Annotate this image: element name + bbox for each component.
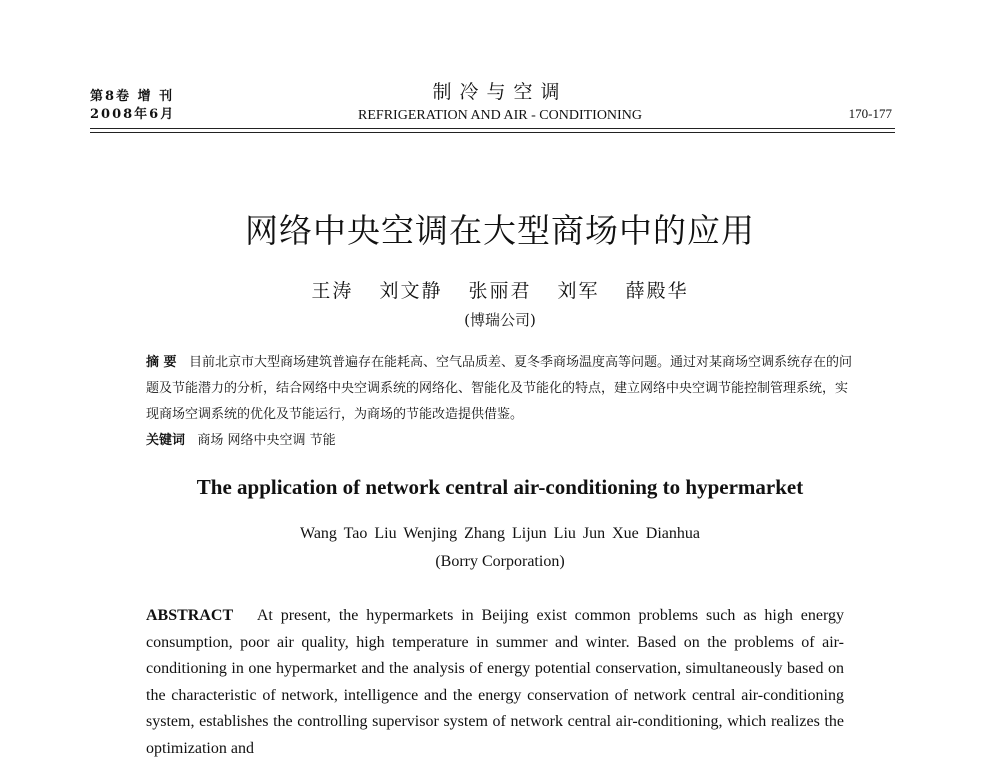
header-rule-top (90, 128, 895, 129)
running-header-center (300, 80, 700, 126)
keywords-cn-label: 关键词 (146, 433, 186, 448)
affiliation-cn: (博瑞公司) (464, 311, 536, 329)
abstract-cn (146, 350, 854, 428)
keywords-cn (146, 428, 854, 454)
header-rule-bottom (90, 132, 895, 133)
abstract-en-label: ABSTRACT (146, 607, 234, 624)
abstract-cn-block (146, 350, 854, 454)
keywords-cn-text: 商场 网络中央空调 节能 (197, 433, 336, 448)
paper-title-en: The application of network central air-conditioning to hypermarket (196, 475, 804, 499)
publication-date: 2008年6月 (90, 107, 176, 122)
journal-title-en: REFRIGERATION AND AIR - CONDITIONING (358, 108, 642, 123)
volume-issue: 第8卷 增 刊 (90, 89, 175, 104)
abstract-en-text: At present, the hypermarkets in Beijing exist common problems such as high energy consumption, poor air quality, high temperature in summer and winter. Based on the problems of air-conditioning in one hypermarket and the analysis of energy potential conservation, simultaneously based on the characteristic of network, intelligence and the energy conservation of network central air-conditioning system, establishes the controlling supervisor system of network central air-conditioning, which realizes the optimization and (146, 607, 845, 757)
abstract-cn-text: 目前北京市大型商场建筑普遍存在能耗高、空气品质差、夏冬季商场温度高等问题。通过对某商场空调系统存在的问题及节能潜力的分析，结合网络中央空调系统的网络化、智能化及节能化的特点，建立网络中央空调节能控制管理系统，实现商场空调系统的优化及节能运行，为商场的节能改造提供借鉴。 (146, 355, 852, 422)
abstract-cn-label: 摘 要 (146, 355, 177, 370)
running-header-left (90, 88, 175, 124)
authors-en: Wang Tao Liu Wenjing Zhang Lijun Liu Jun Xue Dianhua (300, 525, 700, 542)
journal-title-cn: 制冷与空调 (432, 81, 568, 103)
page-range: 170-177 (848, 106, 892, 121)
abstract-en (146, 603, 844, 762)
authors-cn: 王涛 刘文静 张丽君 刘军 薛殿华 (311, 280, 689, 302)
affiliation-en: (Borry Corporation) (435, 553, 565, 570)
paper-title-cn: 网络中央空调在大型商场中的应用 (245, 211, 755, 250)
